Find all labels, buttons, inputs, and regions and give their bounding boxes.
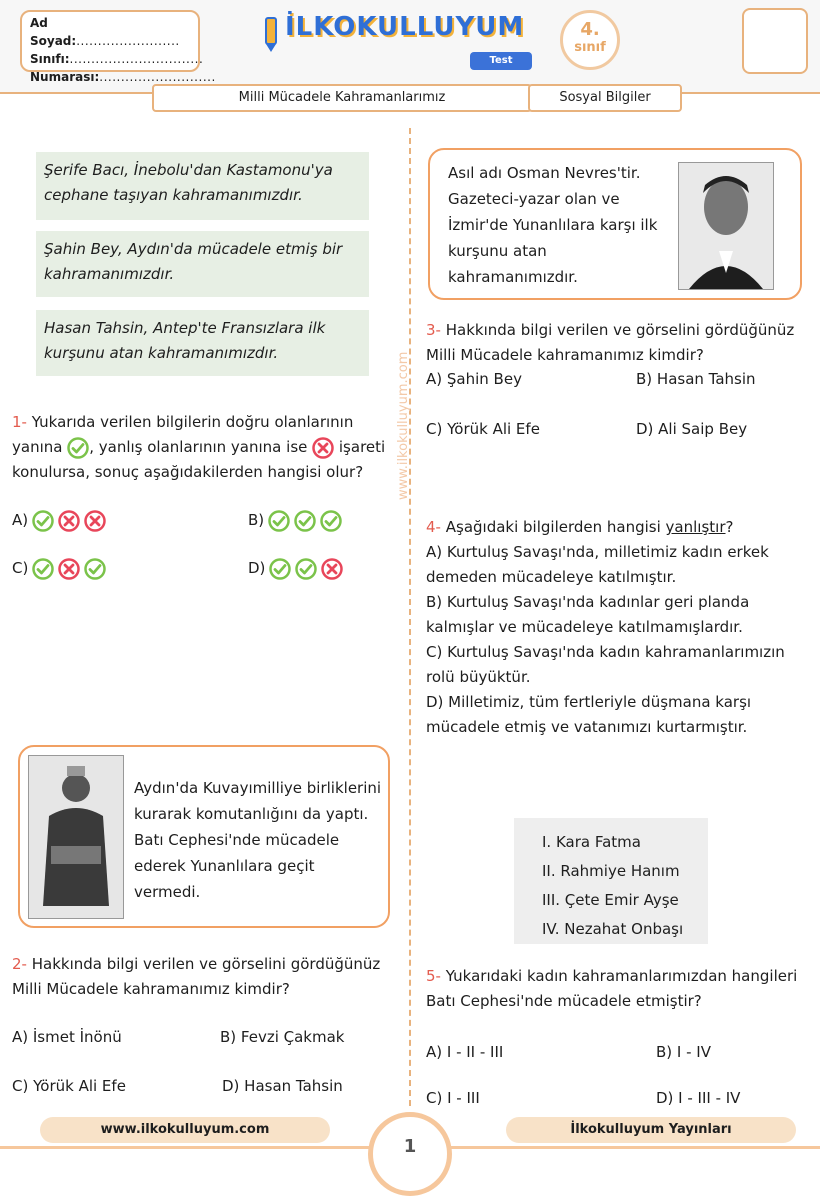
name-line: Ad Soyad:........................ <box>30 16 180 48</box>
hero-photo-3 <box>678 162 774 290</box>
q4-option-a[interactable]: A) Kurtuluş Savaşı'nda, milletimiz kadın erkek demeden mücadeleye katılmıştır. <box>426 543 769 586</box>
q3-option-a[interactable]: A) Şahin Bey <box>426 370 522 388</box>
q2-option-a[interactable]: A) İsmet İnönü <box>12 1028 122 1046</box>
q2-option-c[interactable]: C) Yörük Ali Efe <box>12 1077 126 1095</box>
q1-option-c[interactable]: C) <box>12 556 106 580</box>
footer-publisher: İlkokulluyum Yayınları <box>506 1117 796 1143</box>
check-icon <box>295 558 317 580</box>
list-item: I. Kara Fatma <box>542 833 641 851</box>
topic-title: Milli Mücadele Kahramanlarımız <box>152 84 532 112</box>
q4-option-b[interactable]: B) Kurtuluş Savaşı'nda kadınlar geri planda kalmışlar ve mücadeleye katılmamışlardır. <box>426 593 750 636</box>
check-icon <box>32 558 54 580</box>
q5-option-a[interactable]: A) I - II - III <box>426 1043 504 1061</box>
pencil-mascot-icon <box>258 14 284 54</box>
q1-option-a[interactable]: A) <box>12 508 106 532</box>
q1-option-d[interactable]: D) <box>248 556 343 580</box>
question-1-text: 1- Yukarıda verilen bilgilerin doğru olanlarının yanına , yanlış olanlarının yanına ise işareti konulursa, sonuç aşağıdakilerden hangisi olur? <box>12 413 386 481</box>
question-3-text: 3- Hakkında bilgi verilen ve görselini gördüğünüz Milli Mücadele kahramanımız kimdir? <box>426 321 795 364</box>
q4-option-c[interactable]: C) Kurtuluş Savaşı'nda kadın kahramanlarımızın rolü büyüktür. <box>426 643 785 686</box>
brand-logo: İLKOKULLUYUM <box>285 12 525 42</box>
q2-option-d[interactable]: D) Hasan Tahsin <box>222 1077 343 1095</box>
statement-3: Hasan Tahsin, Antep'te Fransızlara ilk kurşunu atan kahramanımızdır. <box>36 310 369 376</box>
hero-photo-2 <box>28 755 124 919</box>
q5-option-c[interactable]: C) I - III <box>426 1089 480 1107</box>
question-2-text: 2- Hakkında bilgi verilen ve görselini gördüğünüz Milli Mücadele kahramanımız kimdir? <box>12 955 381 998</box>
list-item: IV. Nezahat Onbaşı <box>542 920 684 938</box>
footer-website[interactable]: www.ilkokulluyum.com <box>40 1117 330 1143</box>
q3-option-c[interactable]: C) Yörük Ali Efe <box>426 420 540 438</box>
q5-option-b[interactable]: B) I - IV <box>656 1043 711 1061</box>
statement-1: Şerife Bacı, İnebolu'dan Kastamonu'ya cephane taşıyan kahramanımızdır. <box>36 152 369 220</box>
cross-icon <box>321 558 343 580</box>
hero-card-2-text: Aydın'da Kuvayımilliye birliklerini kurarak komutanlığını da yaptı. Batı Cephesi'nde mücadele ederek Yunanlılara geçit vermedi. <box>134 779 382 901</box>
hero-card-3-text: Asıl adı Osman Nevres'tir. Gazeteci-yazar olan ve İzmir'de Yunanlılara karşı ilk kurşunu atan kahramanımızdır. <box>448 164 658 286</box>
test-badge: Test <box>470 52 532 70</box>
check-icon <box>269 558 291 580</box>
check-icon <box>67 437 89 459</box>
cross-icon <box>84 510 106 532</box>
subject-title: Sosyal Bilgiler <box>528 84 682 112</box>
hero-card-3 <box>428 148 802 300</box>
number-line: Numarası:........................... <box>30 70 216 84</box>
q5-option-d[interactable]: D) I - III - IV <box>656 1089 741 1107</box>
class-line: Sınıfı:............................... <box>30 52 204 66</box>
column-divider <box>409 128 411 1106</box>
grade-badge: 4. sınıf <box>560 10 620 70</box>
page-number: 1 <box>368 1112 452 1196</box>
check-icon <box>294 510 316 532</box>
statement-2: Şahin Bey, Aydın'da mücadele etmiş bir kahramanımızdır. <box>36 231 369 297</box>
cross-icon <box>58 558 80 580</box>
student-info-box <box>20 10 216 84</box>
cross-icon <box>58 510 80 532</box>
q1-option-b[interactable]: B) <box>248 508 342 532</box>
women-heroes-list <box>514 818 708 944</box>
list-item: II. Rahmiye Hanım <box>542 862 680 880</box>
check-icon <box>320 510 342 532</box>
list-item: III. Çete Emir Ayşe <box>542 891 679 909</box>
hero-card-2 <box>18 745 390 928</box>
q3-option-b[interactable]: B) Hasan Tahsin <box>636 370 756 388</box>
check-icon <box>32 510 54 532</box>
question-5-text: 5- Yukarıdaki kadın kahramanlarımızdan hangileri Batı Cephesi'nde mücadele etmiştir? <box>426 967 798 1010</box>
score-box <box>742 8 808 74</box>
q2-option-b[interactable]: B) Fevzi Çakmak <box>220 1028 345 1046</box>
cross-icon <box>312 437 334 459</box>
check-icon <box>84 558 106 580</box>
check-icon <box>268 510 290 532</box>
watermark: www.ilkokulluyum.com <box>396 351 411 500</box>
q3-option-d[interactable]: D) Ali Saip Bey <box>636 420 748 438</box>
q4-option-d[interactable]: D) Milletimiz, tüm fertleriyle düşmana karşı mücadele etmiş ve vatanımızı kurtarmıştır. <box>426 693 752 736</box>
question-4-text: 4- Aşağıdaki bilgilerden hangisi yanlıştır? <box>426 518 734 536</box>
